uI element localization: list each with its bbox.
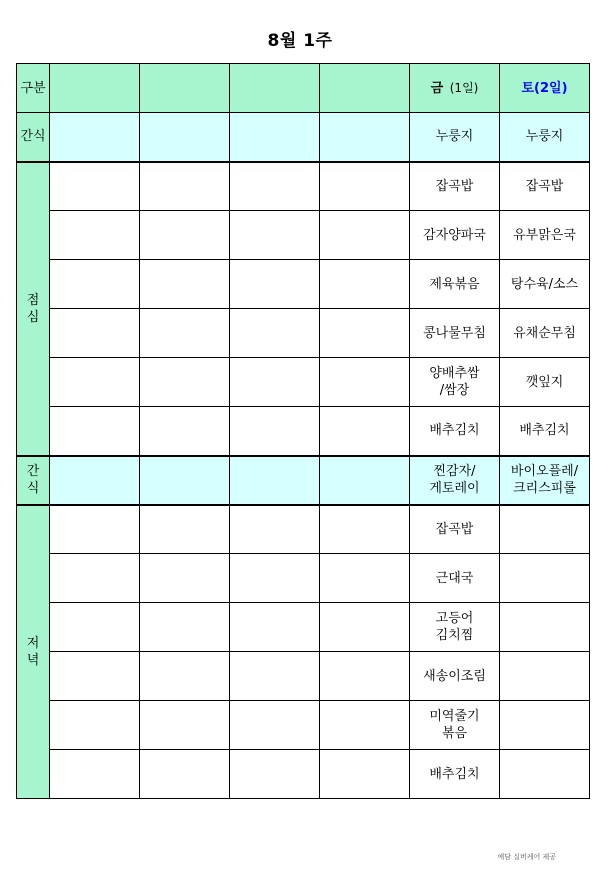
empty-cell [50, 358, 140, 407]
saturday-dinner-item [500, 750, 590, 799]
snack-row [17, 113, 590, 162]
empty-day-header [230, 64, 320, 113]
saturday-dinner-item [500, 603, 590, 652]
empty-cell [230, 701, 320, 750]
page-title: 8월 1주 [267, 31, 333, 51]
friday-snack-line2: 게토레이 [429, 481, 480, 496]
empty-cell [230, 750, 320, 799]
empty-cell [320, 407, 410, 456]
empty-cell [230, 603, 320, 652]
empty-cell [50, 260, 140, 309]
empty-cell [140, 407, 230, 456]
empty-cell [140, 652, 230, 701]
saturday-dinner-item [500, 701, 590, 750]
empty-cell [50, 407, 140, 456]
saturday-dinner-item [500, 505, 590, 554]
empty-cell [140, 309, 230, 358]
lunch-row [17, 260, 590, 309]
empty-day-header [320, 64, 410, 113]
empty-cell [50, 750, 140, 799]
lunch-row [17, 407, 590, 456]
empty-cell [140, 211, 230, 260]
lunch-row [17, 162, 590, 211]
friday-lunch-item: 콩나물무침 [410, 309, 500, 358]
empty-cell [50, 162, 140, 211]
dinner-row [17, 554, 590, 603]
friday-lunch-item: 감자양파국 [410, 211, 500, 260]
saturday-snack-line2: 크리스피롤 [513, 481, 576, 496]
snack-row [17, 456, 590, 505]
friday-dinner-item-line2: 김치찜 [435, 628, 474, 643]
dinner-row [17, 701, 590, 750]
empty-cell [230, 113, 320, 162]
empty-cell [320, 505, 410, 554]
snack-label: 간식 [17, 113, 50, 162]
friday-dinner-item: 새송이조림 [410, 652, 500, 701]
friday-snack [410, 456, 500, 505]
empty-cell [320, 260, 410, 309]
empty-cell [320, 456, 410, 505]
empty-cell [140, 456, 230, 505]
empty-cell [140, 554, 230, 603]
footer-credit: 예담 실버케어 제공 [497, 853, 556, 861]
snack-label-line1: 간 [26, 464, 40, 479]
empty-cell [140, 358, 230, 407]
friday-lunch-item-line1: 양배추쌈 [429, 366, 480, 381]
empty-cell [50, 603, 140, 652]
empty-cell [140, 701, 230, 750]
saturday-lunch-item: 탕수육/소스 [500, 260, 590, 309]
empty-cell [230, 358, 320, 407]
dinner-row [17, 603, 590, 652]
empty-cell [230, 456, 320, 505]
empty-cell [140, 750, 230, 799]
lunch-row [17, 358, 590, 407]
dinner-label-line1: 저 [26, 635, 40, 651]
empty-cell [50, 456, 140, 505]
lunch-label [17, 162, 50, 456]
saturday-lunch-item: 깻잎지 [500, 358, 590, 407]
snack-label [17, 456, 50, 505]
snack-label-line2: 식 [26, 481, 40, 496]
empty-cell [140, 603, 230, 652]
dinner-row [17, 652, 590, 701]
empty-cell [320, 113, 410, 162]
empty-cell [320, 358, 410, 407]
empty-cell [140, 260, 230, 309]
empty-cell [320, 701, 410, 750]
friday-dinner-item: 잡곡밥 [410, 505, 500, 554]
dinner-row [17, 750, 590, 799]
saturday-snack [500, 456, 590, 505]
empty-cell [320, 652, 410, 701]
friday-dinner-item [410, 701, 500, 750]
empty-cell [50, 211, 140, 260]
friday-dinner-item-line1: 미역줄기 [429, 709, 480, 724]
lunch-label-line2: 심 [26, 309, 40, 325]
empty-day-header [50, 64, 140, 113]
saturday-dinner-item [500, 554, 590, 603]
friday-day-label: 금 [430, 80, 444, 96]
empty-cell [230, 652, 320, 701]
empty-cell [140, 113, 230, 162]
empty-cell [230, 309, 320, 358]
dinner-row [17, 505, 590, 554]
empty-cell [230, 554, 320, 603]
empty-day-header [140, 64, 230, 113]
lunch-row [17, 309, 590, 358]
empty-cell [50, 505, 140, 554]
empty-cell [320, 554, 410, 603]
saturday-header: 토(2일) [500, 64, 590, 113]
empty-cell [50, 652, 140, 701]
category-header: 구분 [17, 64, 50, 113]
lunch-label-line1: 점 [26, 292, 40, 308]
empty-cell [50, 113, 140, 162]
empty-cell [230, 211, 320, 260]
friday-lunch-item: 잡곡밥 [410, 162, 500, 211]
dinner-label [17, 505, 50, 799]
dinner-label-line2: 녁 [26, 652, 40, 668]
empty-cell [230, 162, 320, 211]
friday-dinner-item-line2: 볶음 [441, 726, 468, 741]
friday-date-label: (1일) [449, 80, 479, 95]
empty-cell [140, 162, 230, 211]
friday-lunch-item [410, 358, 500, 407]
friday-header [410, 64, 500, 113]
saturday-lunch-item: 유부맑은국 [500, 211, 590, 260]
weekly-menu-table [16, 63, 590, 799]
empty-cell [50, 309, 140, 358]
saturday-lunch-item: 잡곡밥 [500, 162, 590, 211]
friday-lunch-item-line2: /쌈장 [439, 383, 470, 398]
friday-snack-line1: 찐감자/ [433, 464, 476, 479]
saturday-dinner-item [500, 652, 590, 701]
empty-cell [320, 750, 410, 799]
friday-lunch-item: 배추김치 [410, 407, 500, 456]
friday-dinner-item: 근대국 [410, 554, 500, 603]
lunch-row [17, 211, 590, 260]
empty-cell [230, 260, 320, 309]
empty-cell [320, 211, 410, 260]
saturday-snack: 누룽지 [500, 113, 590, 162]
header-row [17, 64, 590, 113]
empty-cell [50, 554, 140, 603]
saturday-lunch-item: 유채순무침 [500, 309, 590, 358]
saturday-snack-line1: 바이오플레/ [510, 464, 579, 479]
friday-dinner-item [410, 603, 500, 652]
saturday-lunch-item: 배추김치 [500, 407, 590, 456]
empty-cell [50, 701, 140, 750]
empty-cell [320, 603, 410, 652]
empty-cell [320, 309, 410, 358]
friday-lunch-item: 제육볶음 [410, 260, 500, 309]
friday-snack: 누룽지 [410, 113, 500, 162]
empty-cell [230, 505, 320, 554]
empty-cell [140, 505, 230, 554]
empty-cell [230, 407, 320, 456]
friday-dinner-item: 배추김치 [410, 750, 500, 799]
empty-cell [320, 162, 410, 211]
friday-dinner-item-line1: 고등어 [435, 611, 474, 626]
